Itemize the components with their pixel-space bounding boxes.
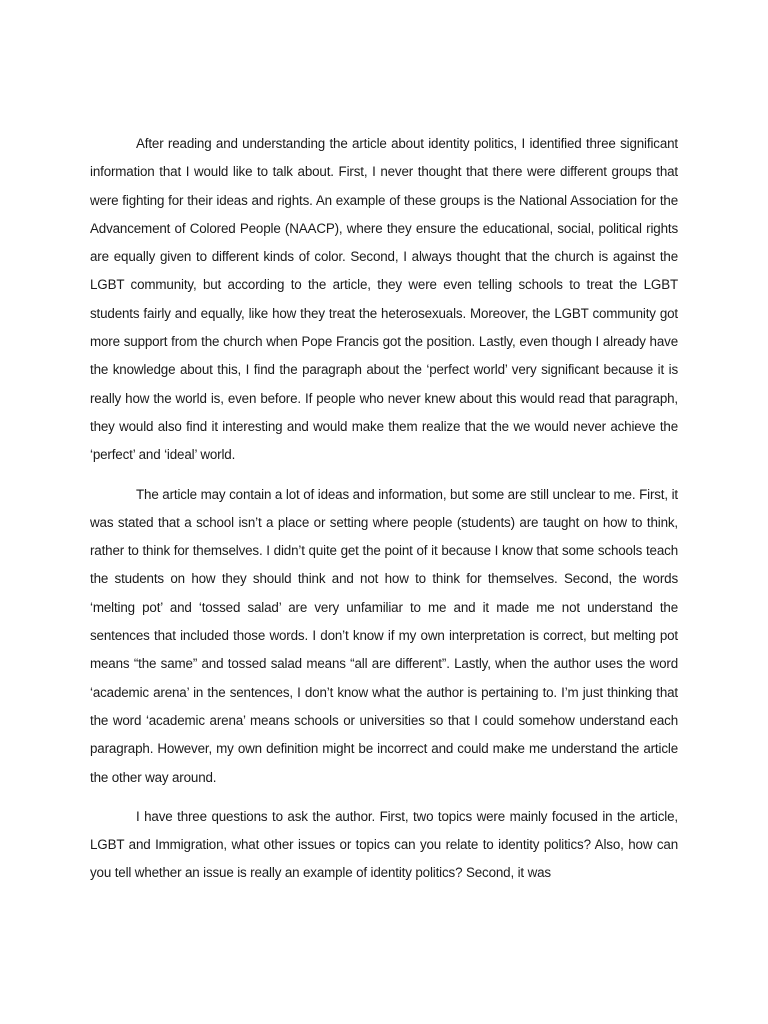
paragraph-unclear-ideas: The article may contain a lot of ideas and information, but some are still unclear to me. First, it was stated that a school isn’t a place or setting where people (students) are taught on how to think, rather to think for themselves. I didn’t quite get the point of it because I know that some schools teach the students on how they should think and not how to think for themselves. Second, the words ‘melting pot’ and ‘tossed salad’ are very unfamiliar to me and it made me not understand the sentences that included those words. I don’t know if my own interpretation is correct, but melting pot means “the same” and tossed salad means “all are different”. Lastly, when the author uses the word ‘academic arena’ in the sentences, I don’t know what the author is pertaining to. I’m just thinking that the word ‘academic arena’ means schools or universities so that I could somehow understand each paragraph. However, my own definition might be incorrect and could make me understand the article the other way around.: [90, 486, 678, 785]
paragraph-identified-information: After reading and understanding the article about identity politics, I identified three significant information that I would like to talk about. First, I never thought that there were different groups that were fighting for their ideas and rights. An example of these groups is the National Association for the Advancement of Colored People (NAACP), where they ensure the educational, social, political rights are equally given to different kinds of color. Second, I always thought that the church is against the LGBT community, but according to the article, they were even telling schools to treat the LGBT students fairly and equally, like how they treat the heterosexuals. Moreover, the LGBT community got more support from the church when Pope Francis got the position. Lastly, even though I already have the knowledge about this, I find the paragraph about the ‘perfect world’ very significant because it is really how the world is, even before. If people who never knew about this would read that paragraph, they would also find it interesting and would make them realize that the we would never achieve the ‘perfect’ and ‘ideal’ world.: [90, 136, 678, 463]
document-body: [90, 130, 678, 899]
paragraph-questions-for-author: I have three questions to ask the author. First, two topics were mainly focused in the article, LGBT and Immigration, what other issues or topics can you relate to identity politics? Also, how can you tell whether an issue is really an example of identity politics? Second, it was: [90, 808, 678, 881]
